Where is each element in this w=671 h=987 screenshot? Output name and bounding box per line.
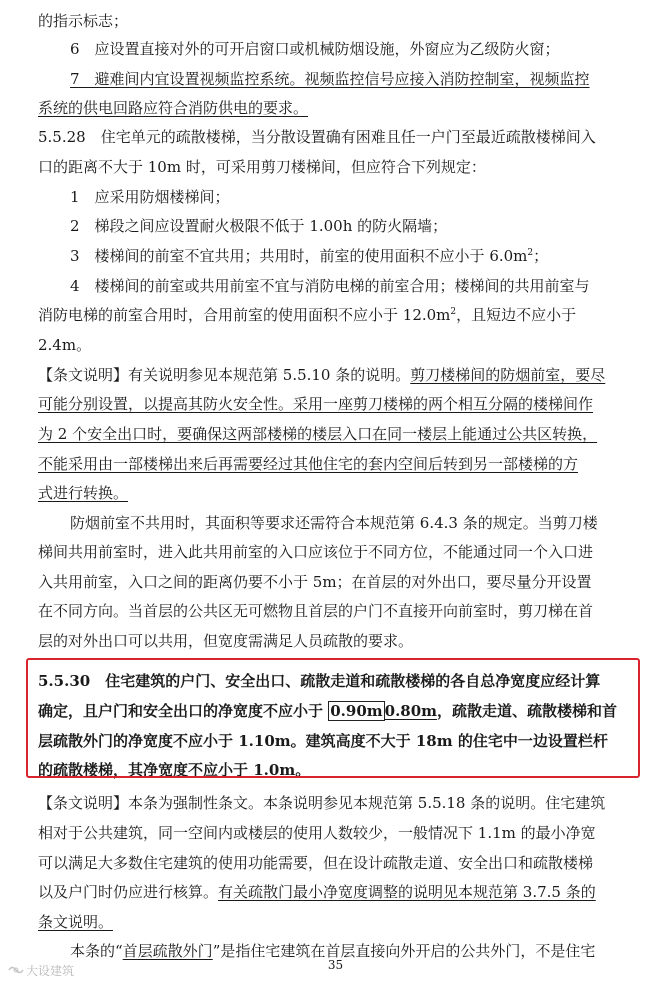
- text-line: 入共用前室，入口之间的距离仍要不小于 5m；在首层的对外出口，要尽量分开设置: [38, 573, 592, 591]
- text-line: [38, 881, 596, 903]
- text-span: 3 楼梯间的前室不宜共用；共用时，前室的使用面积不应小于 6.0m: [70, 247, 528, 265]
- clause-note: 【条文说明】本条为强制性条文。本条说明参见本规范第 5.5.18 条的说明。住宅建筑: [38, 794, 606, 812]
- list-item: 6 应设置直接对外的可开启窗口或机械防烟设施，外窗应为乙级防火窗；: [70, 40, 560, 58]
- list-item: 4 楼梯间的前室或共用前室不宜与消防电梯的前室合用；楼梯间的共用前室与: [70, 277, 590, 295]
- clause-note: [38, 364, 605, 386]
- text-line: 的疏散楼梯，其净宽度不应小于 1.0m。: [38, 761, 311, 779]
- list-item-revised: 7 避难间内宜设置视频监控系统。视频监控信号应接入消防控制室，视频监控: [70, 70, 590, 88]
- page-number: 35: [327, 958, 344, 972]
- text-line: 梯间共用前室时，进入此共用前室的入口应该位于不同方位，不能通过同一个入口进: [38, 543, 594, 561]
- text-span-revised: 采用一座剪刀楼梯的两个相互分隔的楼梯间作: [293, 395, 594, 413]
- clause-5-5-30: 5.5.30 住宅建筑的户门、安全出口、疏散走道和疏散楼梯的各自总净宽度应经计算: [38, 672, 601, 690]
- list-item: [70, 245, 548, 267]
- text-span: ，且短边不应小于: [456, 306, 577, 324]
- text-line-revised: 为 2 个安全出口时，要确保这两部楼梯的楼层入口在同一楼层上能通过公共区转换，: [38, 425, 598, 443]
- text-span: ；: [533, 247, 549, 265]
- text-line: 的指示标志；: [38, 12, 129, 30]
- text-line: 层疏散外门的净宽度不应小于 1.10m。建筑高度不大于 18m 的住宅中一边设置栏杆: [38, 732, 608, 750]
- text-line: 在不同方向。当首层的公共区无可燃物且首层的户门不直接开向前室时，剪刀梯在首: [38, 602, 594, 620]
- deleted-value: 0.90m: [330, 702, 383, 720]
- clause-5-5-28: 5.5.28 住宅单元的疏散楼梯，当分散设置确有困难且任一户门至最近疏散楼梯间入: [38, 128, 596, 146]
- text-span-revised: 有关疏散门最小净宽度调整的说明见本规范第 3.7.5 条的: [218, 883, 596, 901]
- watermark: [8, 962, 74, 979]
- watermark-text: 大设建筑: [26, 964, 75, 978]
- text-line: [38, 393, 593, 415]
- list-item: 2 梯段之间应设置耐火极限不低于 1.00h 的防火隔墙；: [70, 217, 448, 235]
- text-line: 防烟前室不共用时，其面积等要求还需符合本规范第 6.4.3 条的规定。当剪刀楼: [70, 514, 598, 532]
- text-span-revised: 首层疏散外门: [122, 942, 213, 960]
- text-span-revised: 可能分别设置，以提高其防火安全性。: [38, 395, 294, 413]
- text-span: 本条的“: [70, 942, 123, 960]
- list-item: 1 应采用防烟楼梯间；: [70, 188, 230, 206]
- revised-value: 0.80m: [384, 702, 438, 720]
- text-line: 可以满足大多数住宅建筑的使用功能需要，但在设计疏散走道、安全出口和疏散楼梯: [38, 854, 594, 872]
- text-line: [38, 304, 576, 326]
- text-line: 层的对外出口可以共用，但宽度需满足人员疏散的要求。: [38, 632, 414, 650]
- text-span: 以及户门时仍应进行核算。: [38, 883, 219, 901]
- text-line-revised: 条文说明。: [38, 913, 114, 931]
- superscript: 2: [527, 248, 534, 258]
- text-line: 相对于公共建筑，同一空间内或楼层的使用人数较少，一般情况下 1.1m 的最小净宽: [38, 824, 596, 842]
- text-span: ，疏散走道、疏散楼梯和首: [437, 702, 618, 720]
- text-span: 【条文说明】有关说明参见本规范第 5.5.10 条的说明。: [38, 366, 411, 384]
- text-span: 确定，且户门和安全出口的净宽度不应小于: [38, 702, 329, 720]
- text-span: ”是指住宅建筑在首层直接向外开启的公共外门，不是住宅: [212, 942, 596, 960]
- text-span: 消防电梯的前室合用时，合用前室的使用面积不应小于 12.0m: [38, 306, 451, 324]
- highlight-box: [26, 658, 640, 778]
- text-line: 2.4m。: [38, 336, 92, 354]
- watermark-logo-icon: [8, 964, 24, 976]
- text-line-revised: 式进行转换。: [38, 484, 129, 502]
- text-line-revised: 不能采用由一部楼梯出来后再需要经过其他住宅的套内空间后转到另一部楼梯的方: [38, 455, 579, 473]
- text-line: 口的距离不大于 10m 时，可采用剪刀楼梯间，但应符合下列规定：: [38, 158, 486, 176]
- text-span-revised: 剪刀楼梯间的防烟前室，要尽: [410, 366, 606, 384]
- text-line-revised: 系统的供电回路应符合消防供电的要求。: [38, 99, 309, 117]
- superscript: 2: [450, 307, 457, 317]
